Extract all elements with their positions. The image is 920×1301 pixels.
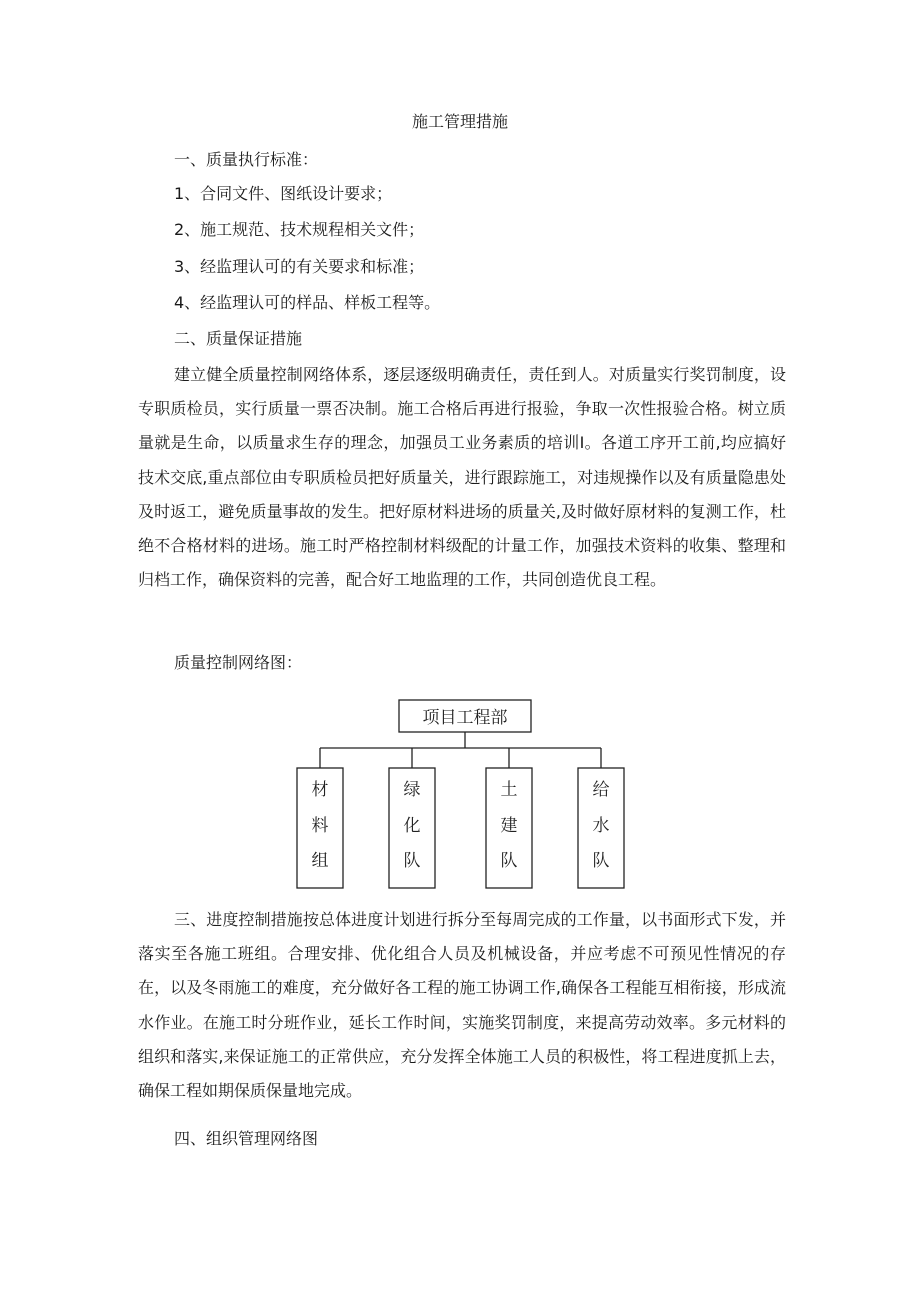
org-child-char: 化: [403, 816, 421, 836]
list-item: 1、合同文件、图纸设计要求；: [174, 184, 393, 203]
org-child-char: 绿: [403, 780, 421, 800]
org-child-box: [297, 768, 343, 888]
chart-label: 质量控制网络图：: [174, 653, 303, 672]
org-child-box: [578, 768, 624, 888]
section2-paragraph: 建立健全质量控制网络体系，逐层逐级明确责任，责任到人。对质量实行奖罚制度，设专职质检员，实行质量一票否决制。施工合格后再进行报验，争取一次性报验合格。树立质量就是生命，以质量求生存的理念，加强员工业务素质的培训I。各道工序开工前,均应搞好技术交底,重点部位由专职质检员把好质量关，进行跟踪施工，对违规操作以及有质量隐患处及时返工，避免质量事故的发生。把好原材料进场的质量关,及时做好原材料的复测工作，杜绝不合格材料的进场。施工时严格控制材料级配的计量工作，加强技术资料的收集、整理和归档工作，确保资料的完善，配合好工地监理的工作，共同创造优良工程。: [138, 365, 786, 590]
org-child-char: 队: [403, 851, 421, 871]
org-child-box: [389, 768, 435, 888]
list-item: 4、经监理认可的样品、样板工程等。: [174, 293, 441, 312]
section4-heading: 四、组织管理网络图: [174, 1129, 319, 1148]
section1-heading: 一、质量执行标准：: [174, 150, 319, 169]
org-child-char: 给: [592, 780, 610, 800]
section3-paragraph: 三、进度控制措施按总体进度计划进行拆分至每周完成的工作量，以书面形式下发，并落实至各施工班组。合理安排、优化组合人员及机械设备，并应考虑不可预见性情况的存在，以及冬雨施工的难度，充分做好各工程的施工协调工作,确保各工程能互相衔接，形成流水作业。在施工时分班作业，延长工作时间，实施奖罚制度，来提高劳动效率。多元材料的组织和落实,来保证施工的正常供应，充分发挥全体施工人员的积极性，将工程进度抓上去，确保工程如期保质保量地完成。: [138, 910, 786, 1101]
org-child-char: 队: [500, 851, 518, 871]
list-item: 3、经监理认可的有关要求和标准；: [174, 257, 425, 276]
list-item: 2、施工规范、技术规程相关文件；: [174, 220, 425, 239]
document-title: 施工管理措施: [411, 112, 508, 131]
section2-heading: 二、质量保证措施: [174, 329, 303, 348]
org-child-char: 建: [500, 816, 518, 836]
org-root-box: [399, 700, 531, 732]
org-child-char: 水: [592, 816, 610, 836]
org-child-char: 组: [311, 851, 329, 871]
org-child-char: 土: [500, 780, 518, 800]
org-child-char: 材: [311, 780, 329, 800]
org-child-char: 队: [592, 851, 610, 871]
org-child-char: 料: [311, 816, 329, 836]
org-child-box: [486, 768, 532, 888]
org-root-label: 项目工程部: [422, 708, 508, 728]
